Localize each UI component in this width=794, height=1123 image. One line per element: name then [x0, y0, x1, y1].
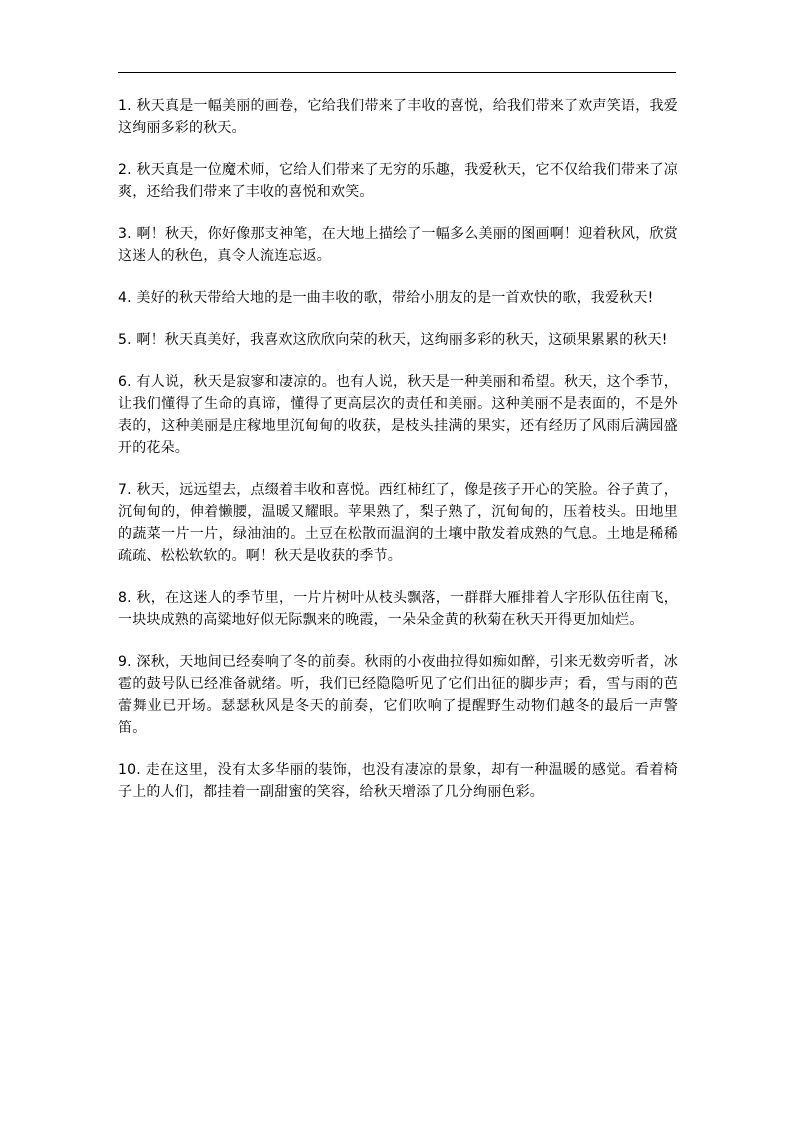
document-body	[118, 95, 678, 803]
paragraph-9: 9. 深秋，天地间已经奏响了冬的前奏。秋雨的小夜曲拉得如痴如醉，引来无数旁听者，冰雹的鼓号队已经准备就绪。听，我们已经隐隐听见了它们出征的脚步声；看，雪与雨的芭蕾舞业已开场。瑟瑟秋风是冬天的前奏，它们吹响了提醒野生动物们越冬的最后一声警笛。	[118, 654, 678, 736]
paragraph-6: 6. 有人说，秋天是寂寥和凄凉的。也有人说，秋天是一种美丽和希望。秋天，这个季节，让我们懂得了生命的真谛，懂得了更高层次的责任和美丽。这种美丽不是表面的，不是外表的，这种美丽是庄稼地里沉甸甸的收获，是枝头挂满的果实，还有经历了风雨后满园盛开的花朵。	[118, 374, 678, 456]
paragraph-1: 1. 秋天真是一幅美丽的画卷，它给我们带来了丰收的喜悦，给我们带来了欢声笑语，我爱这绚丽多彩的秋天。	[118, 98, 678, 136]
paragraph-2: 2. 秋天真是一位魔术师，它给人们带来了无穷的乐趣，我爱秋天，它不仅给我们带来了凉爽，还给我们带来了丰收的喜悦和欢笑。	[118, 162, 678, 200]
paragraph-4: 4. 美好的秋天带给大地的是一曲丰收的歌，带给小朋友的是一首欢快的歌，我爱秋天!	[118, 290, 654, 306]
header-divider	[118, 72, 676, 73]
paragraph-10: 10. 走在这里，没有太多华丽的装饰，也没有凄凉的景象，却有一种温暖的感觉。看着椅子上的人们，都挂着一副甜蜜的笑容，给秋天增添了几分绚丽色彩。	[118, 762, 678, 800]
paragraph-7: 7. 秋天，远远望去，点缀着丰收和喜悦。西红柿红了，像是孩子开心的笑脸。谷子黄了，沉甸甸的，伸着懒腰，温暖又耀眼。苹果熟了，梨子熟了，沉甸甸的，压着枝头。田地里的蔬菜一片一片，绿油油的。土豆在松散而温润的土壤中散发着成熟的气息。土地是稀稀疏疏、松松软软的。啊！秋天是收获的季节。	[118, 482, 678, 564]
paragraph-5: 5. 啊！秋天真美好，我喜欢这欣欣向荣的秋天，这绚丽多彩的秋天，这硕果累累的秋天!	[118, 332, 668, 348]
paragraph-8: 8. 秋，在这迷人的季节里，一片片树叶从枝头飘落，一群群大雁排着人字形队伍往南飞，一块块成熟的高粱地好似无际飘来的晚霞，一朵朵金黄的秋菊在秋天开得更加灿烂。	[118, 590, 678, 628]
paragraph-3: 3. 啊！秋天，你好像那支神笔，在大地上描绘了一幅多么美丽的图画啊！迎着秋风，欣赏这迷人的秋色，真令人流连忘返。	[118, 226, 678, 264]
